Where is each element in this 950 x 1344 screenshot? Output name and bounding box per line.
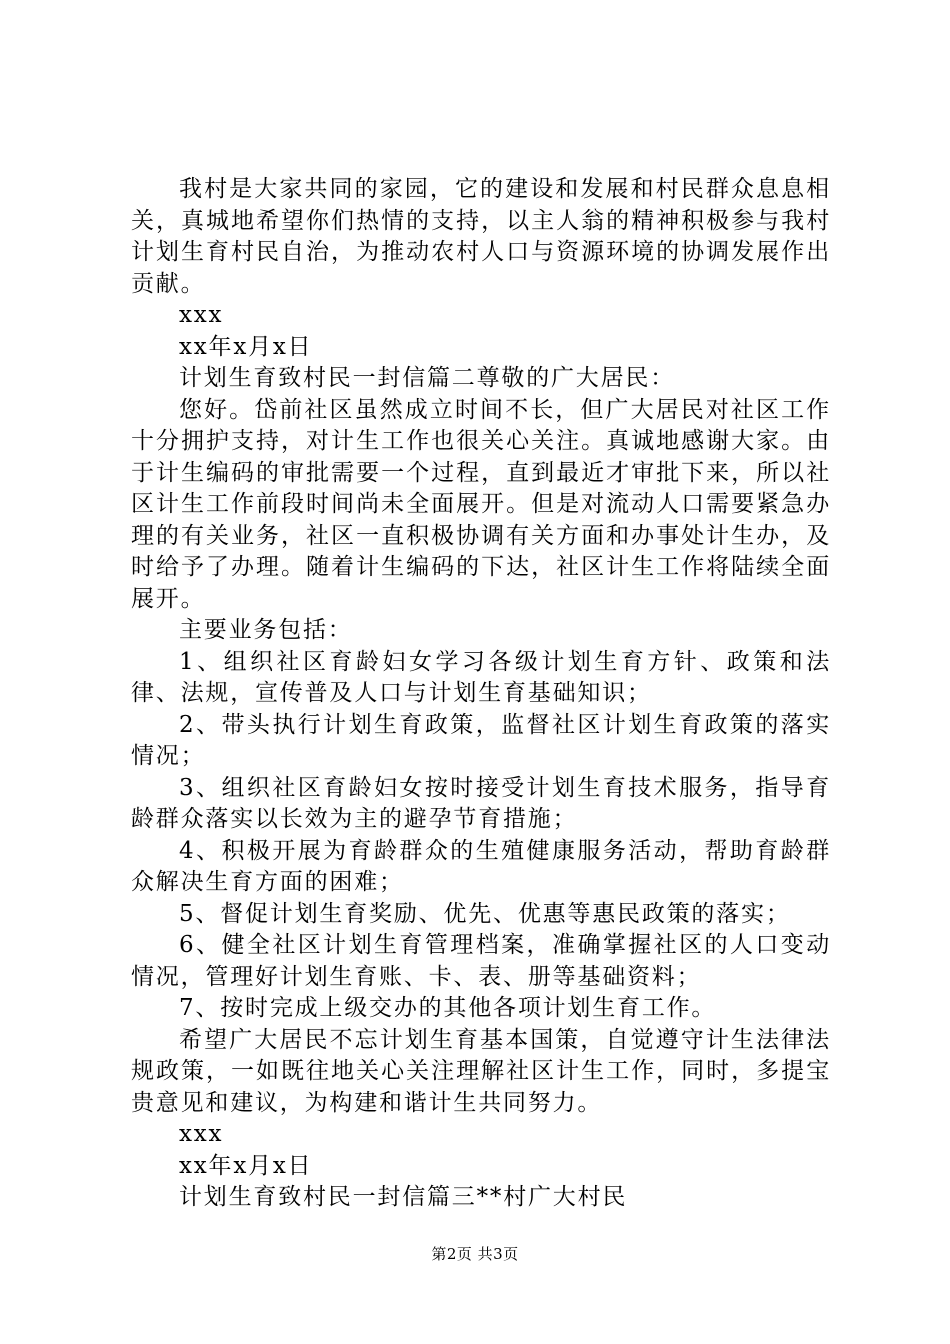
paragraph-greeting: 您好。岱前社区虽然成立时间不长，但广大居民对社区工作十分拥护支持，对计生工作也很关心关注。真诚地感谢大家。由于计生编码的审批需要一个过程，直到最近才审批下来，所以社区计生工作前段时间尚未全面展开。但是对流动人口需要紧急办理的有关业务，社区一直积极协调有关方面和办事处计生办，及时给予了办理。随着计生编码的下达，社区计生工作将陆续全面展开。	[131, 396, 831, 612]
list-item-5: 5、督促计划生育奖励、优先、优惠等惠民政策的落实；	[179, 900, 791, 927]
letter-three-heading: 计划生育致村民一封信篇三**村广大村民	[179, 1184, 628, 1210]
letter-two-heading: 计划生育致村民一封信篇二尊敬的广大居民：	[179, 365, 675, 391]
paragraph-closing-appeal: 我村是大家共同的家园，它的建设和发展和村民群众息息相关，真城地希望你们热情的支持，以主人翁的精神积极参与我村计划生育村民自治，为推动农村人口与资源环境的协调发展作出贡献。	[131, 176, 831, 297]
paragraph-main-tasks-intro: 主要业务包括：	[179, 617, 353, 643]
list-item-3: 3、组织社区育龄妇女按时接受计划生育技术服务，指导育龄群众落实以长效为主的避孕节育措施；	[131, 774, 831, 832]
list-item-6: 6、健全社区计划生育管理档案，准确掌握社区的人口变动情况，管理好计划生育账、卡、表、册等基础资料；	[131, 932, 831, 990]
list-item-7: 7、按时完成上级交办的其他各项计划生育工作。	[179, 995, 717, 1021]
list-item-1: 1、组织社区育龄妇女学习各级计划生育方针、政策和法律、法规，宣传普及人口与计划生育基础知识；	[131, 648, 831, 706]
signature-name-2: xxx	[179, 1121, 224, 1147]
page-footer	[0, 1244, 950, 1264]
signature-date: xx年x月x日	[179, 333, 313, 360]
page-number-label: 第2页 共3页	[431, 1245, 519, 1263]
paragraph-hope: 希望广大居民不忘计划生育基本国策，自觉遵守计生法律法规政策，一如既往地关心关注理解社区计生工作，同时，多提宝贵意见和建议，为构建和谐计生共同努力。	[131, 1026, 831, 1116]
signature-date-2: xx年x月x日	[179, 1152, 313, 1179]
signature-name: xxx	[179, 302, 224, 328]
list-item-4: 4、积极开展为育龄群众的生殖健康服务活动，帮助育龄群众解决生育方面的困难；	[131, 837, 831, 895]
document-body	[131, 174, 831, 1214]
list-item-2: 2、带头执行计划生育政策，监督社区计划生育政策的落实情况；	[131, 711, 831, 769]
